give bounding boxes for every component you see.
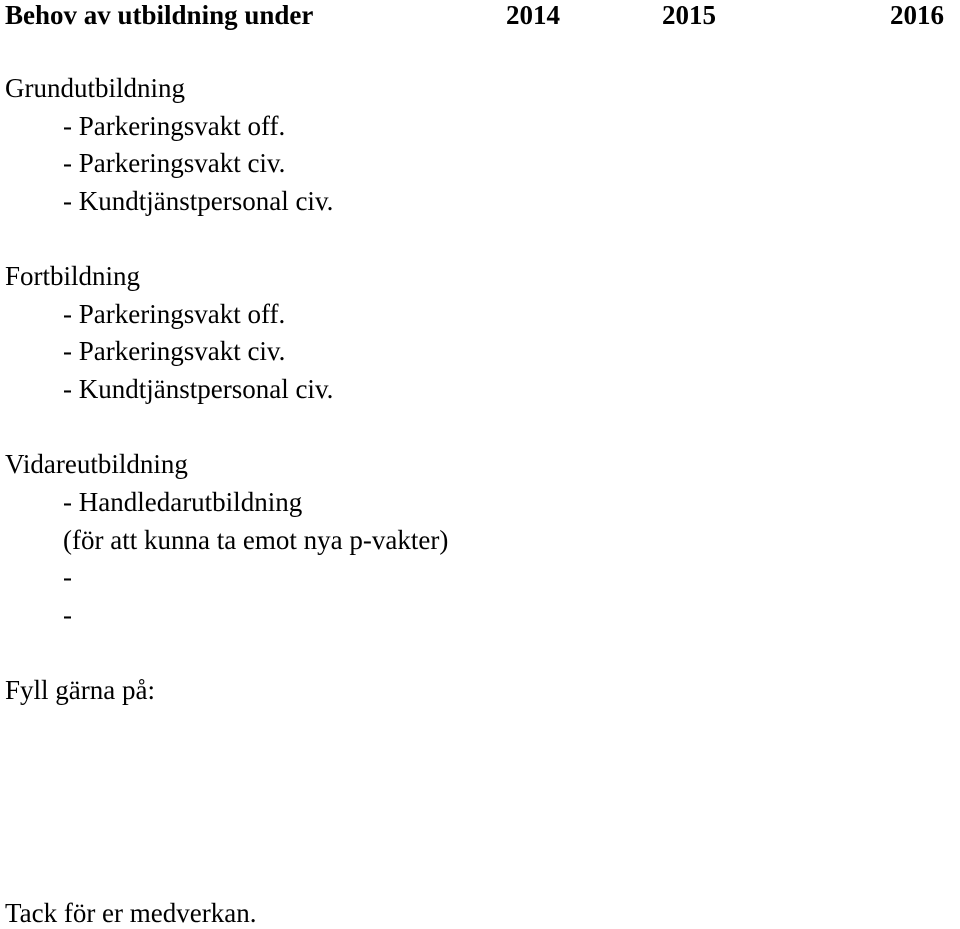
year-column-2016: 2016 bbox=[890, 0, 944, 30]
list-item: - bbox=[63, 600, 72, 630]
list-item: - Kundtjänstpersonal civ. bbox=[63, 374, 334, 404]
list-item: - Handledarutbildning bbox=[63, 487, 303, 517]
list-item: - Parkeringsvakt off. bbox=[63, 111, 286, 141]
fill-in-label: Fyll gärna på: bbox=[5, 675, 155, 705]
year-column-2014: 2014 bbox=[506, 0, 560, 30]
list-item: - bbox=[63, 562, 72, 592]
year-column-2015: 2015 bbox=[662, 0, 716, 30]
section-heading-vidareutbildning: Vidareutbildning bbox=[5, 449, 188, 479]
table-header-title: Behov av utbildning under bbox=[5, 0, 314, 30]
section-heading-grundutbildning: Grundutbildning bbox=[5, 73, 185, 103]
list-item: (för att kunna ta emot nya p-vakter) bbox=[63, 525, 449, 555]
list-item: - Kundtjänstpersonal civ. bbox=[63, 186, 334, 216]
section-heading-fortbildning: Fortbildning bbox=[5, 261, 141, 291]
list-item: - Parkeringsvakt civ. bbox=[63, 336, 286, 366]
closing-text: Tack för er medverkan. bbox=[5, 898, 257, 928]
list-item: - Parkeringsvakt civ. bbox=[63, 148, 286, 178]
list-item: - Parkeringsvakt off. bbox=[63, 299, 286, 329]
